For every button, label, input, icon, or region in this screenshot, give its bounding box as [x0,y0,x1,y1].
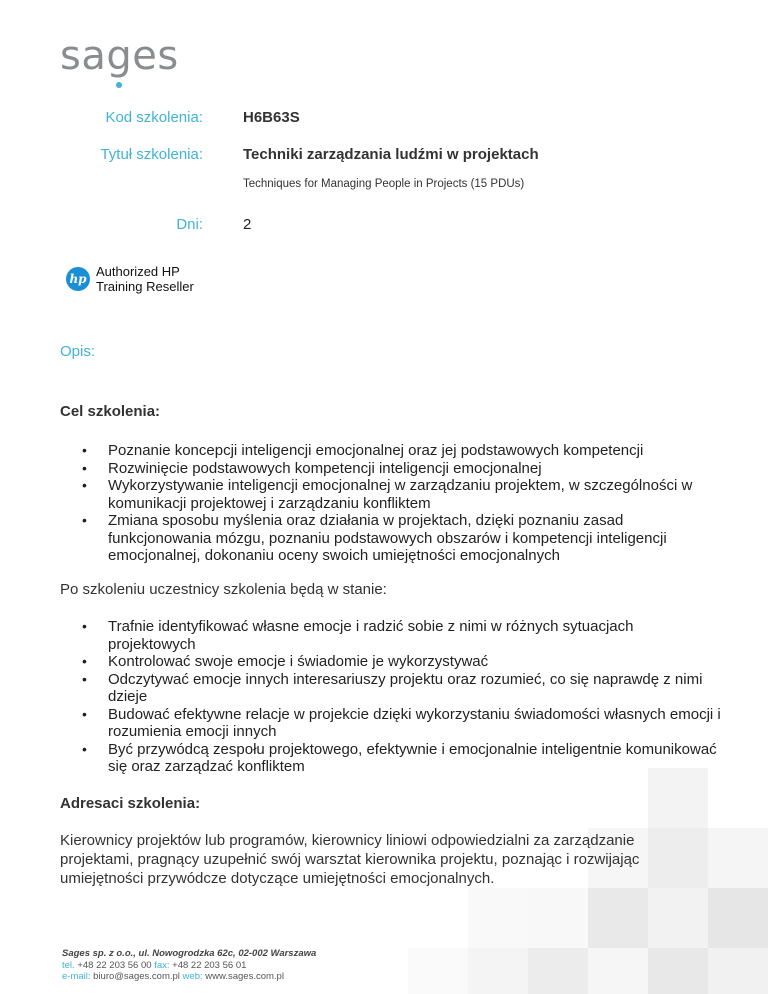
logo-text-g: g [106,33,132,79]
title-value: Techniki zarządzania ludźmi w projektach [243,146,539,163]
web-label: web: [182,971,203,982]
list-item: • Rozwinięcie podstawowych kompetencji inteligencji emocjonalnej [82,460,722,478]
code-value: H6B63S [243,109,300,126]
web-link[interactable]: www.sages.com.pl [205,971,284,982]
tel-value[interactable]: +48 22 203 56 00 [77,959,152,971]
list-item: • Zmiana sposobu myślenia oraz działania w projektach, dzięki poznaniu zasad funkcjonowania mózgu, poznaniu podstawowych obszarów i kompetencji inteligencji emocjonalnej, dokonaniu oceny swoich umiejętności emocjonalnych [82,512,722,565]
title-english: Techniques for Managing People in Projects (15 PDUs) [243,178,525,190]
audience-heading: Adresaci szkolenia: [60,795,201,812]
footer-contact [62,971,316,983]
hp-badge-line1: Authorized HP [96,264,180,279]
logo-text-start: sa [60,33,107,79]
list-item: • Trafnie identyfikować własne emocje i radzić sobie z nimi w różnych sytuacjach projektowych [82,618,722,653]
email-link[interactable]: biuro@sages.com.pl [93,971,180,982]
fax-value: +48 22 203 56 01 [172,959,247,971]
tel-label: tel. [62,959,75,971]
hp-logo-icon: hp [66,267,90,291]
list-item: • Budować efektywne relacje w projekcie dzięki wykorzystaniu świadomości własnych emocji i rozumienia emocji innych [82,706,722,741]
list-item: • Wykorzystywanie inteligencji emocjonalnej w zarządzaniu projektem, w szczególności w komunikacji projektowej i zarządzaniu konfliktem [82,477,722,512]
fax-label: fax: [154,959,170,971]
code-label: Kod szkolenia: [105,109,203,126]
hp-reseller-badge [66,264,194,294]
goal-list [82,442,722,565]
after-list [82,618,722,776]
logo-text-end: es [132,33,179,79]
list-item: • Poznanie koncepcji inteligencji emocjonalnej oraz jej podstawowych kompetencji [82,442,722,460]
footer-company: Sages sp. z o.o., ul. Nowogrodzka 62c, 02-002 Warszawa [62,948,317,959]
email-label: e-mail: [62,971,91,982]
title-label: Tytuł szkolenia: [100,146,203,163]
list-item: • Kontrolować swoje emocje i świadomie je wykorzystywać [82,653,722,671]
logo-dot [116,82,122,88]
list-item: • Być przywódcą zespołu projektowego, efektywnie i emocjonalnie inteligentnie komunikować się oraz zarządzać konfliktem [82,741,722,776]
description-label: Opis: [60,343,96,360]
goal-heading: Cel szkolenia: [60,403,161,420]
audience-text: Kierownicy projektów lub programów, kierownicy liniowi odpowiedzialni za zarządzanie projektami, pragnący uzupełnić swój warsztat kierownika projektu, poznając i rozwijając umiejętności przywódcze dotyczące umiejętności emocjonalnych. [60,832,640,887]
hp-badge-line2: Training Reseller [96,279,194,294]
sages-logo [60,33,179,79]
list-item: • Odczytywać emocje innych interesariuszy projektu oraz rozumieć, co się naprawdę z nimi dzieje [82,671,722,706]
days-label: Dni: [176,216,203,233]
hp-badge-text [96,264,194,294]
days-value: 2 [243,216,252,233]
after-intro: Po szkoleniu uczestnicy szkolenia będą w stanie: [60,581,387,598]
footer [62,948,316,983]
footer-phones [62,960,316,972]
